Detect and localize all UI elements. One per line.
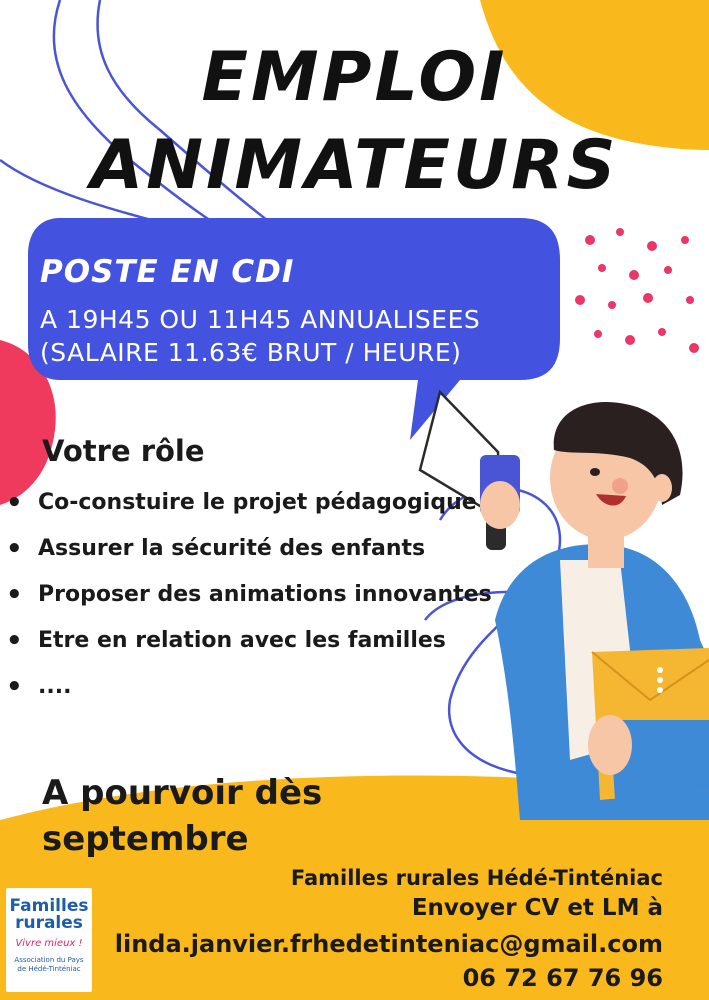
pink-dots [575,228,699,353]
logo-name-line-2: rurales [15,913,83,933]
title-line-1: EMPLOI [201,38,508,117]
logo-name-line-1: Familles [9,896,89,916]
list-item: • Etre en relation avec les familles [0,628,492,674]
contact-email[interactable]: linda.janvier.frhedetinteniac@gmail.com [114,930,663,958]
logo-name [6,898,92,932]
list-item: • Proposer des animations innovantes [0,582,492,628]
availability-line-1: A pourvoir dès [42,773,323,813]
organization-name: Familles rurales Hédé-Tinténiac [290,866,663,890]
availability [42,770,322,862]
list-item: • Assurer la sécurité des enfants [0,536,492,582]
role-list [0,490,492,720]
logo-slogan: Vivre mieux ! [15,938,83,949]
contact-instruction: Envoyer CV et LM à [411,895,663,921]
contact-phone[interactable]: 06 72 67 76 96 [462,964,663,992]
title-line-2: ANIMATEURS [90,126,619,205]
availability-line-2: septembre [42,819,249,859]
bubble-salary: (SALAIRE 11.63€ BRUT / HEURE) [40,338,462,367]
bubble-hours: A 19H45 OU 11H45 ANNUALISEES [40,305,481,334]
role-heading: Votre rôle [42,434,205,468]
logo-association: Association du Pays de Hédé-Tinténiac [14,956,84,973]
list-item: • Co-constuire le projet pédagogique [0,490,492,536]
familles-rurales-logo [6,888,92,992]
list-item: • .... [0,674,492,720]
bubble-heading: POSTE EN CDI [40,254,295,290]
